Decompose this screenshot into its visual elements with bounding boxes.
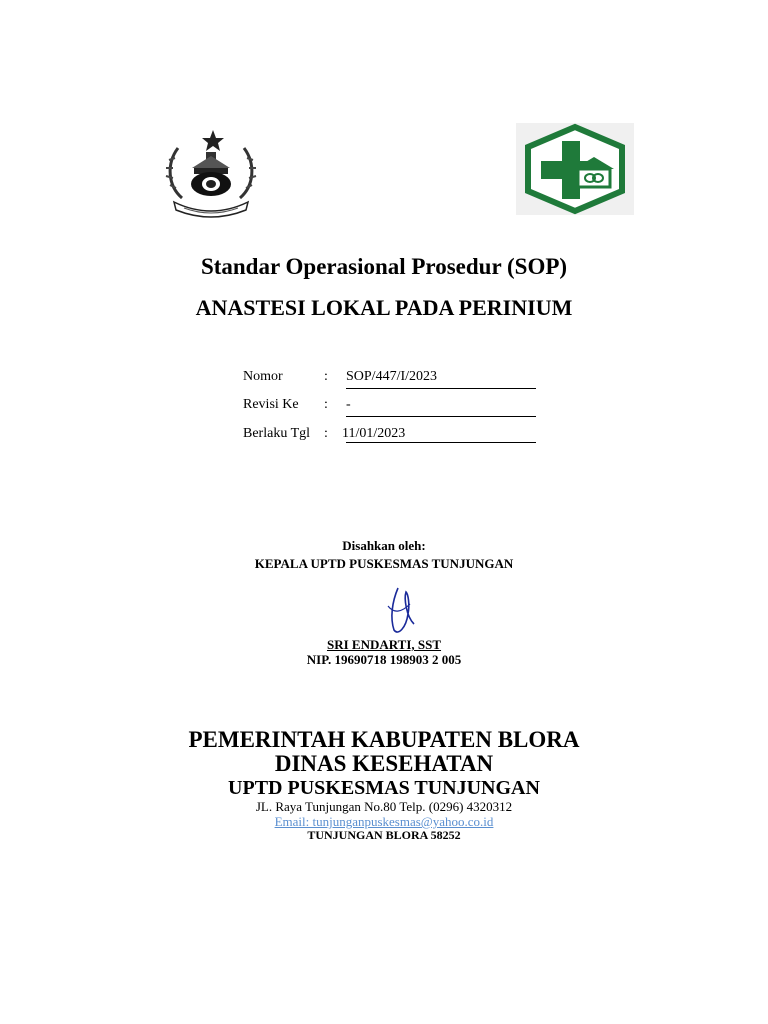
signature-icon xyxy=(384,584,424,636)
institution-email-link[interactable]: Email: tunjunganpuskesmas@yahoo.co.id xyxy=(274,814,494,829)
meta-label: Revisi Ke xyxy=(243,397,299,412)
institution-name: UPTD PUSKESMAS TUNJUNGAN xyxy=(228,777,540,799)
meta-value: SOP/447/I/2023 xyxy=(346,369,438,384)
meta-underline xyxy=(346,442,536,443)
document-subtitle: ANASTESI LOKAL PADA PERINIUM xyxy=(195,295,573,320)
approved-by-label: Disahkan oleh: xyxy=(342,538,426,553)
meta-label: Nomor xyxy=(243,369,283,384)
regency-emblem-icon xyxy=(162,128,260,220)
signer-nip: NIP. 19690718 198903 2 005 xyxy=(306,652,462,667)
puskesmas-logo-icon xyxy=(516,123,634,215)
meta-value: 11/01/2023 xyxy=(342,426,406,441)
institution-city: TUNJUNGAN BLORA 58252 xyxy=(307,828,461,842)
signer-name: SRI ENDARTI, SST xyxy=(326,637,442,652)
government-name: PEMERINTAH KABUPATEN BLORA xyxy=(188,727,580,752)
meta-underline xyxy=(346,388,536,389)
institution-address: JL. Raya Tunjungan No.80 Telp. (0296) 4320312 xyxy=(255,799,513,814)
meta-underline xyxy=(346,416,536,417)
meta-value: - xyxy=(346,397,351,412)
approver-position: KEPALA UPTD PUSKESMAS TUNJUNGAN xyxy=(254,556,514,571)
meta-colon: : xyxy=(324,397,328,412)
department-name: DINAS KESEHATAN xyxy=(274,751,494,776)
meta-colon: : xyxy=(324,426,328,441)
meta-colon: : xyxy=(324,369,328,384)
document-title: Standar Operasional Prosedur (SOP) xyxy=(200,254,568,279)
meta-label: Berlaku Tgl xyxy=(243,426,311,441)
